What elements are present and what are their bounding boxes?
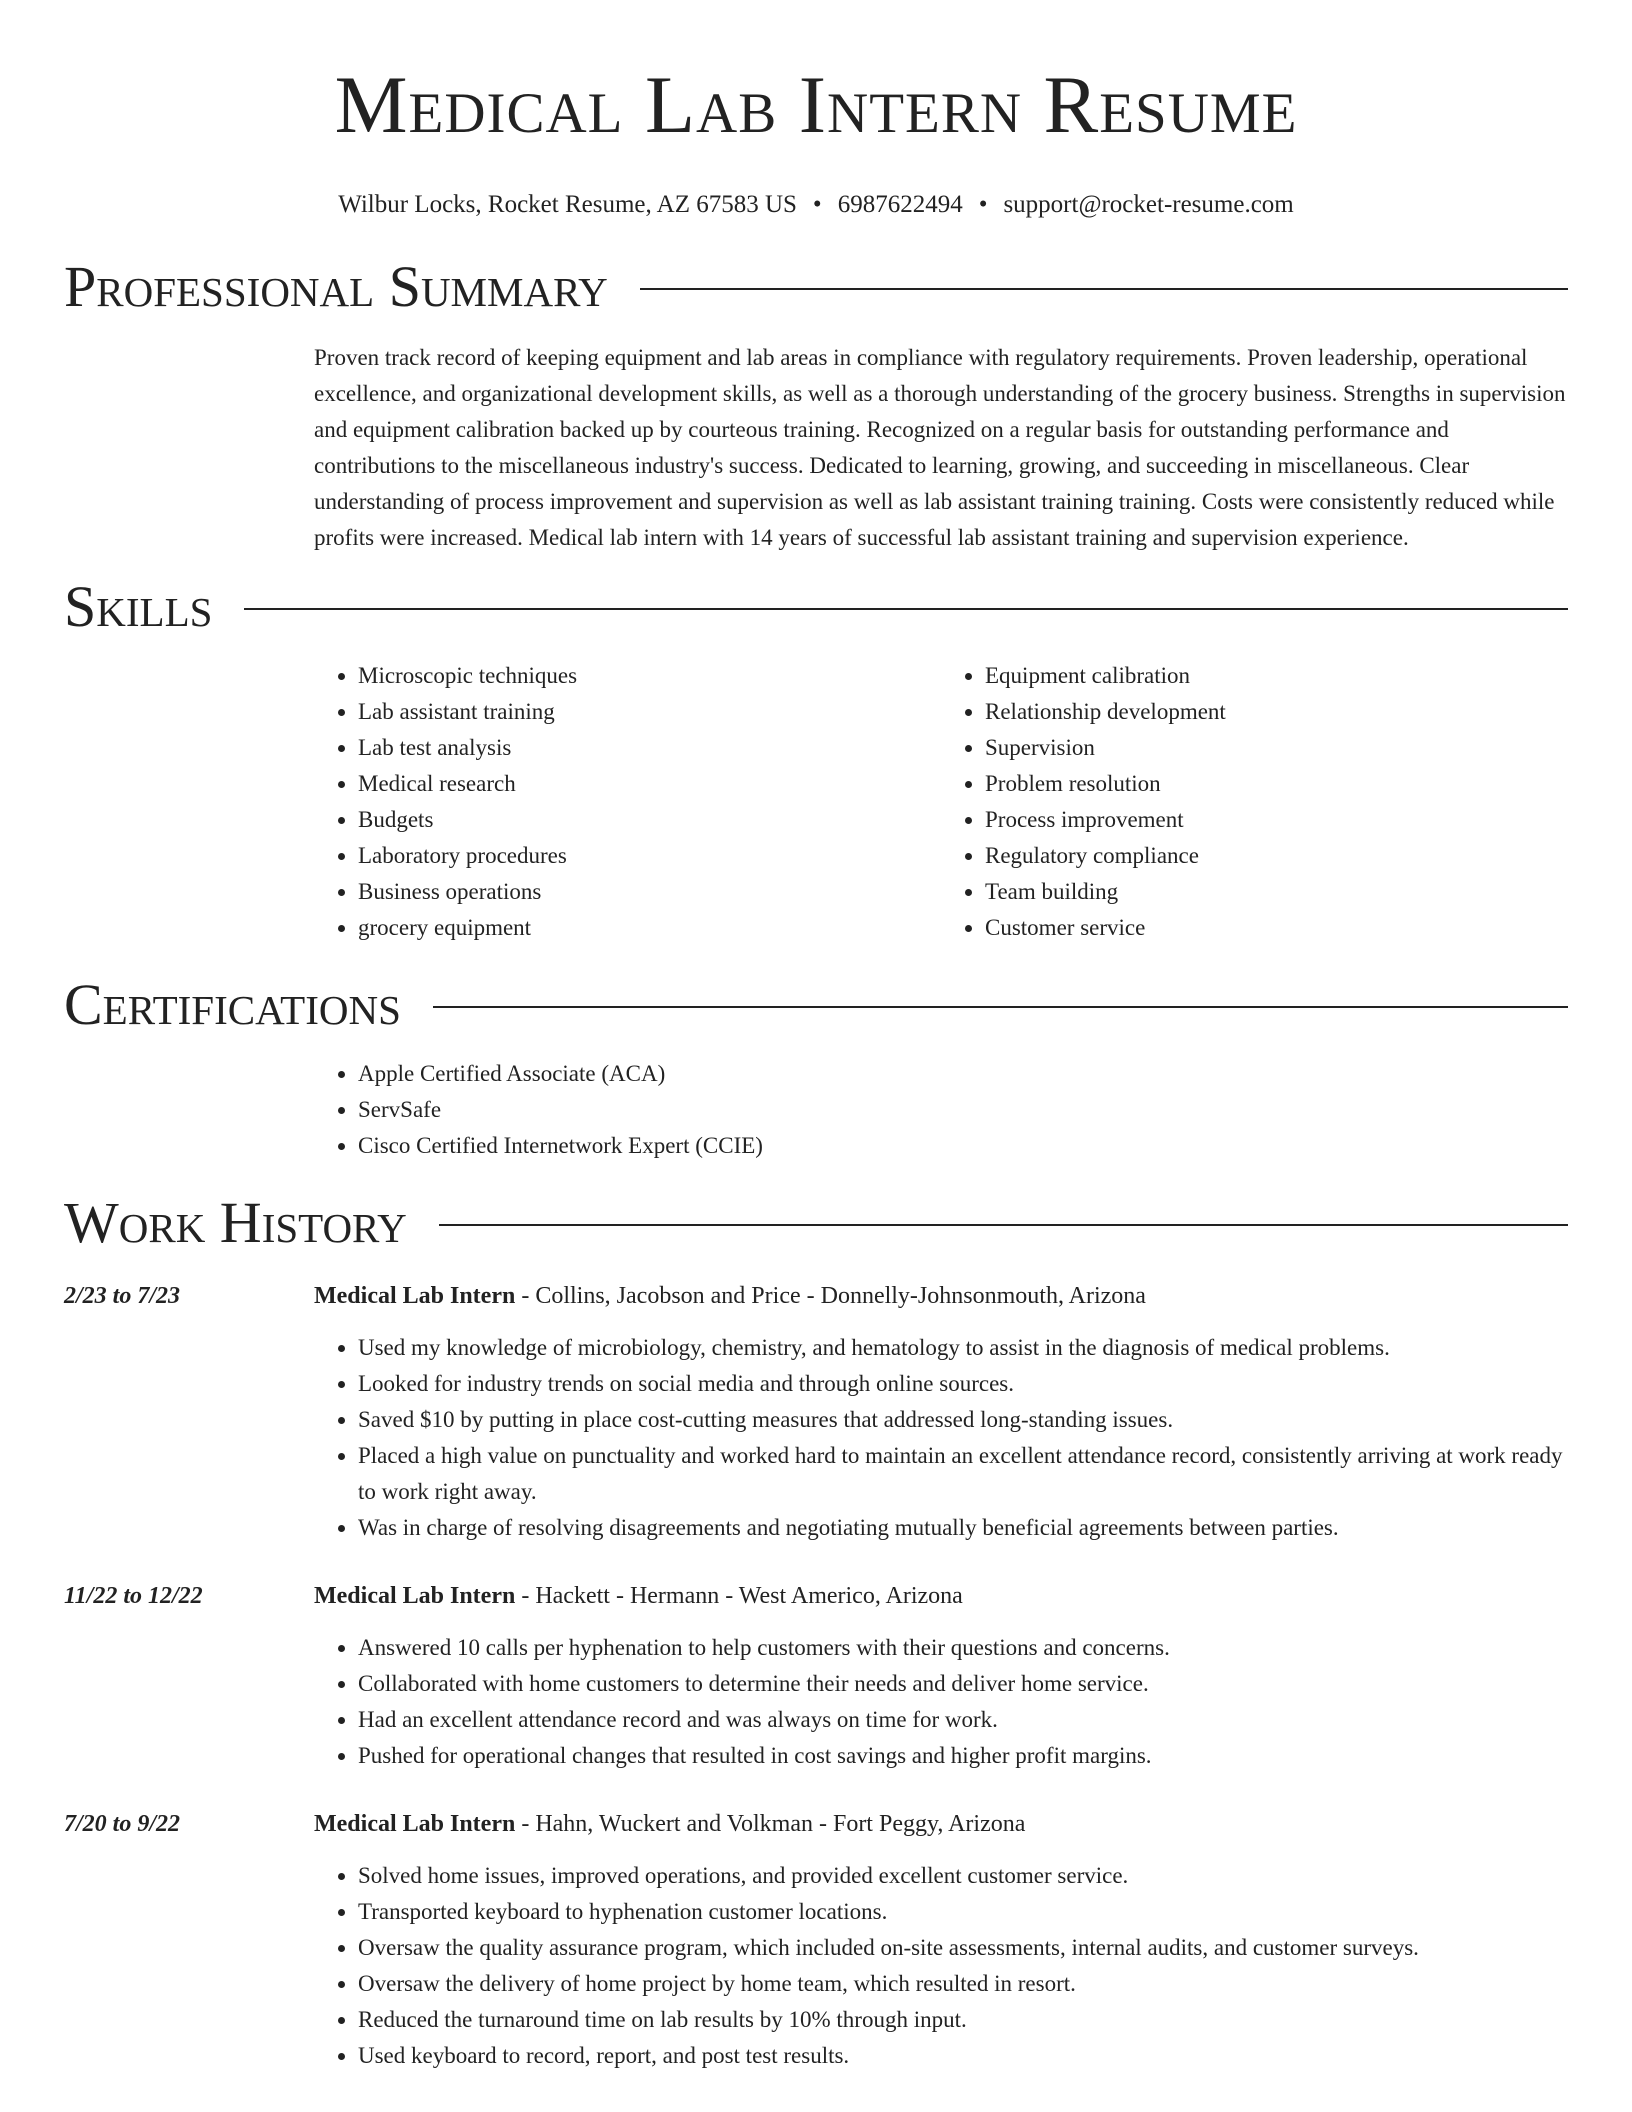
page-title: Medical Lab Intern Resume: [334, 59, 1298, 150]
job-bullet: • Saved $10 by putting in place cost-cutting measures that addressed long-standing issues.: [358, 1402, 1568, 1438]
skills-section-header: [64, 576, 1568, 638]
skills-list: [314, 658, 1568, 946]
skill-item: • Process improvement: [985, 802, 1568, 838]
job-entry-header: [64, 1578, 1568, 1614]
job-bullet: • Looked for industry trends on social media and through online sources.: [358, 1366, 1568, 1402]
job-employer-location: - Hahn, Wuckert and Volkman - Fort Peggy, Arizona: [515, 1811, 1026, 1837]
skill-item: • Lab test analysis: [358, 730, 941, 766]
job-bullet: • Answered 10 calls per hyphenation to help customers with their questions and concerns.: [358, 1630, 1568, 1666]
skill-item: • Team building: [985, 874, 1568, 910]
certification-item: • Apple Certified Associate (ACA): [358, 1056, 1568, 1092]
certifications-list: [314, 1056, 1568, 1164]
summary-section-header: [64, 256, 1568, 318]
section-divider: [640, 288, 1568, 290]
job-heading: [314, 1278, 1146, 1314]
work-history-heading: Work History: [64, 1190, 407, 1255]
skill-item: • Laboratory procedures: [358, 838, 941, 874]
job-bullet: • Oversaw the quality assurance program, which included on-site assessments, internal audits, and customer surveys.: [358, 1930, 1568, 1966]
certifications-heading: Certifications: [64, 972, 401, 1037]
job-title: Medical Lab Intern: [314, 1283, 516, 1309]
job-employer-location: - Collins, Jacobson and Price - Donnelly-Johnsonmouth, Arizona: [515, 1283, 1146, 1309]
job-entry-header: [64, 1806, 1568, 1842]
skills-column-right: [941, 658, 1568, 946]
certifications-section-header: [64, 974, 1568, 1036]
certification-item: • ServSafe: [358, 1092, 1568, 1128]
job-heading: [314, 1578, 963, 1614]
job-bullets: [314, 1858, 1568, 2074]
job-bullet: • Was in charge of resolving disagreements and negotiating mutually beneficial agreements between parties.: [358, 1510, 1568, 1546]
skill-item: • Business operations: [358, 874, 941, 910]
section-divider: [244, 608, 1568, 610]
skill-item: • Relationship development: [985, 694, 1568, 730]
job-heading: [314, 1806, 1025, 1842]
section-divider: [433, 1006, 1568, 1008]
contact-separator: •: [978, 191, 988, 218]
job-bullet: • Transported keyboard to hyphenation customer locations.: [358, 1894, 1568, 1930]
job-dates: 11/22 to 12/22: [64, 1583, 203, 1609]
summary-text: Proven track record of keeping equipment and lab areas in compliance with regulatory requirements. Proven leadership, operational excellence, and organizational development skills, as well as a thorough understanding of the grocery business. Strengths in supervision and equipment calibration backed up by courteous training. Recognized on a regular basis for outstanding performance and contributions to the miscellaneous industry's success. Dedicated to learning, growing, and succeeding in miscellaneous. Clear understanding of process improvement and supervision as well as lab assistant training training. Costs were consistently reduced while profits were increased. Medical lab intern with 14 years of successful lab assistant training and supervision experience.: [314, 345, 1566, 550]
contact-line: [0, 188, 1632, 222]
skills-column-left: [314, 658, 941, 946]
job-bullet: • Pushed for operational changes that resulted in cost savings and higher profit margins.: [358, 1738, 1568, 1774]
contact-separator: •: [812, 191, 822, 218]
skill-item: • grocery equipment: [358, 910, 941, 946]
skill-item: • Budgets: [358, 802, 941, 838]
job-title: Medical Lab Intern: [314, 1811, 516, 1837]
job-title: Medical Lab Intern: [314, 1583, 516, 1609]
job-bullet: • Oversaw the delivery of home project by home team, which resulted in resort.: [358, 1966, 1568, 2002]
job-bullet: • Used keyboard to record, report, and post test results.: [358, 2038, 1568, 2074]
job-bullet: • Used my knowledge of microbiology, chemistry, and hematology to assist in the diagnosis of medical problems.: [358, 1330, 1568, 1366]
skill-item: • Equipment calibration: [985, 658, 1568, 694]
contact-address: Wilbur Locks, Rocket Resume, AZ 67583 US: [338, 191, 797, 218]
skill-item: • Customer service: [985, 910, 1568, 946]
contact-email[interactable]: support@rocket-resume.com: [1003, 191, 1294, 218]
job-employer-location: - Hackett - Hermann - West Americo, Arizona: [515, 1583, 963, 1609]
skill-item: • Lab assistant training: [358, 694, 941, 730]
section-divider: [439, 1224, 1568, 1226]
contact-phone: 6987622494: [837, 191, 963, 218]
skill-item: • Supervision: [985, 730, 1568, 766]
job-bullet: • Placed a high value on punctuality and worked hard to maintain an excellent attendance record, consistently arriving at work ready to work right away.: [358, 1438, 1568, 1510]
job-bullets: [314, 1330, 1568, 1546]
skill-item: • Microscopic techniques: [358, 658, 941, 694]
skill-item: • Medical research: [358, 766, 941, 802]
job-dates: 2/23 to 7/23: [64, 1283, 181, 1309]
certification-item: • Cisco Certified Internetwork Expert (CCIE): [358, 1128, 1568, 1164]
job-bullet: • Solved home issues, improved operations, and provided excellent customer service.: [358, 1858, 1568, 1894]
job-bullet: • Collaborated with home customers to determine their needs and deliver home service.: [358, 1666, 1568, 1702]
skill-item: • Regulatory compliance: [985, 838, 1568, 874]
work-history-section-header: [64, 1192, 1568, 1254]
skill-item: • Problem resolution: [985, 766, 1568, 802]
summary-heading: Professional Summary: [64, 254, 608, 319]
job-entry-header: [64, 1278, 1568, 1314]
job-bullets: [314, 1630, 1568, 1774]
job-bullet: • Reduced the turnaround time on lab results by 10% through input.: [358, 2002, 1568, 2038]
job-bullet: • Had an excellent attendance record and was always on time for work.: [358, 1702, 1568, 1738]
job-dates: 7/20 to 9/22: [64, 1811, 181, 1837]
skills-heading: Skills: [64, 574, 213, 639]
